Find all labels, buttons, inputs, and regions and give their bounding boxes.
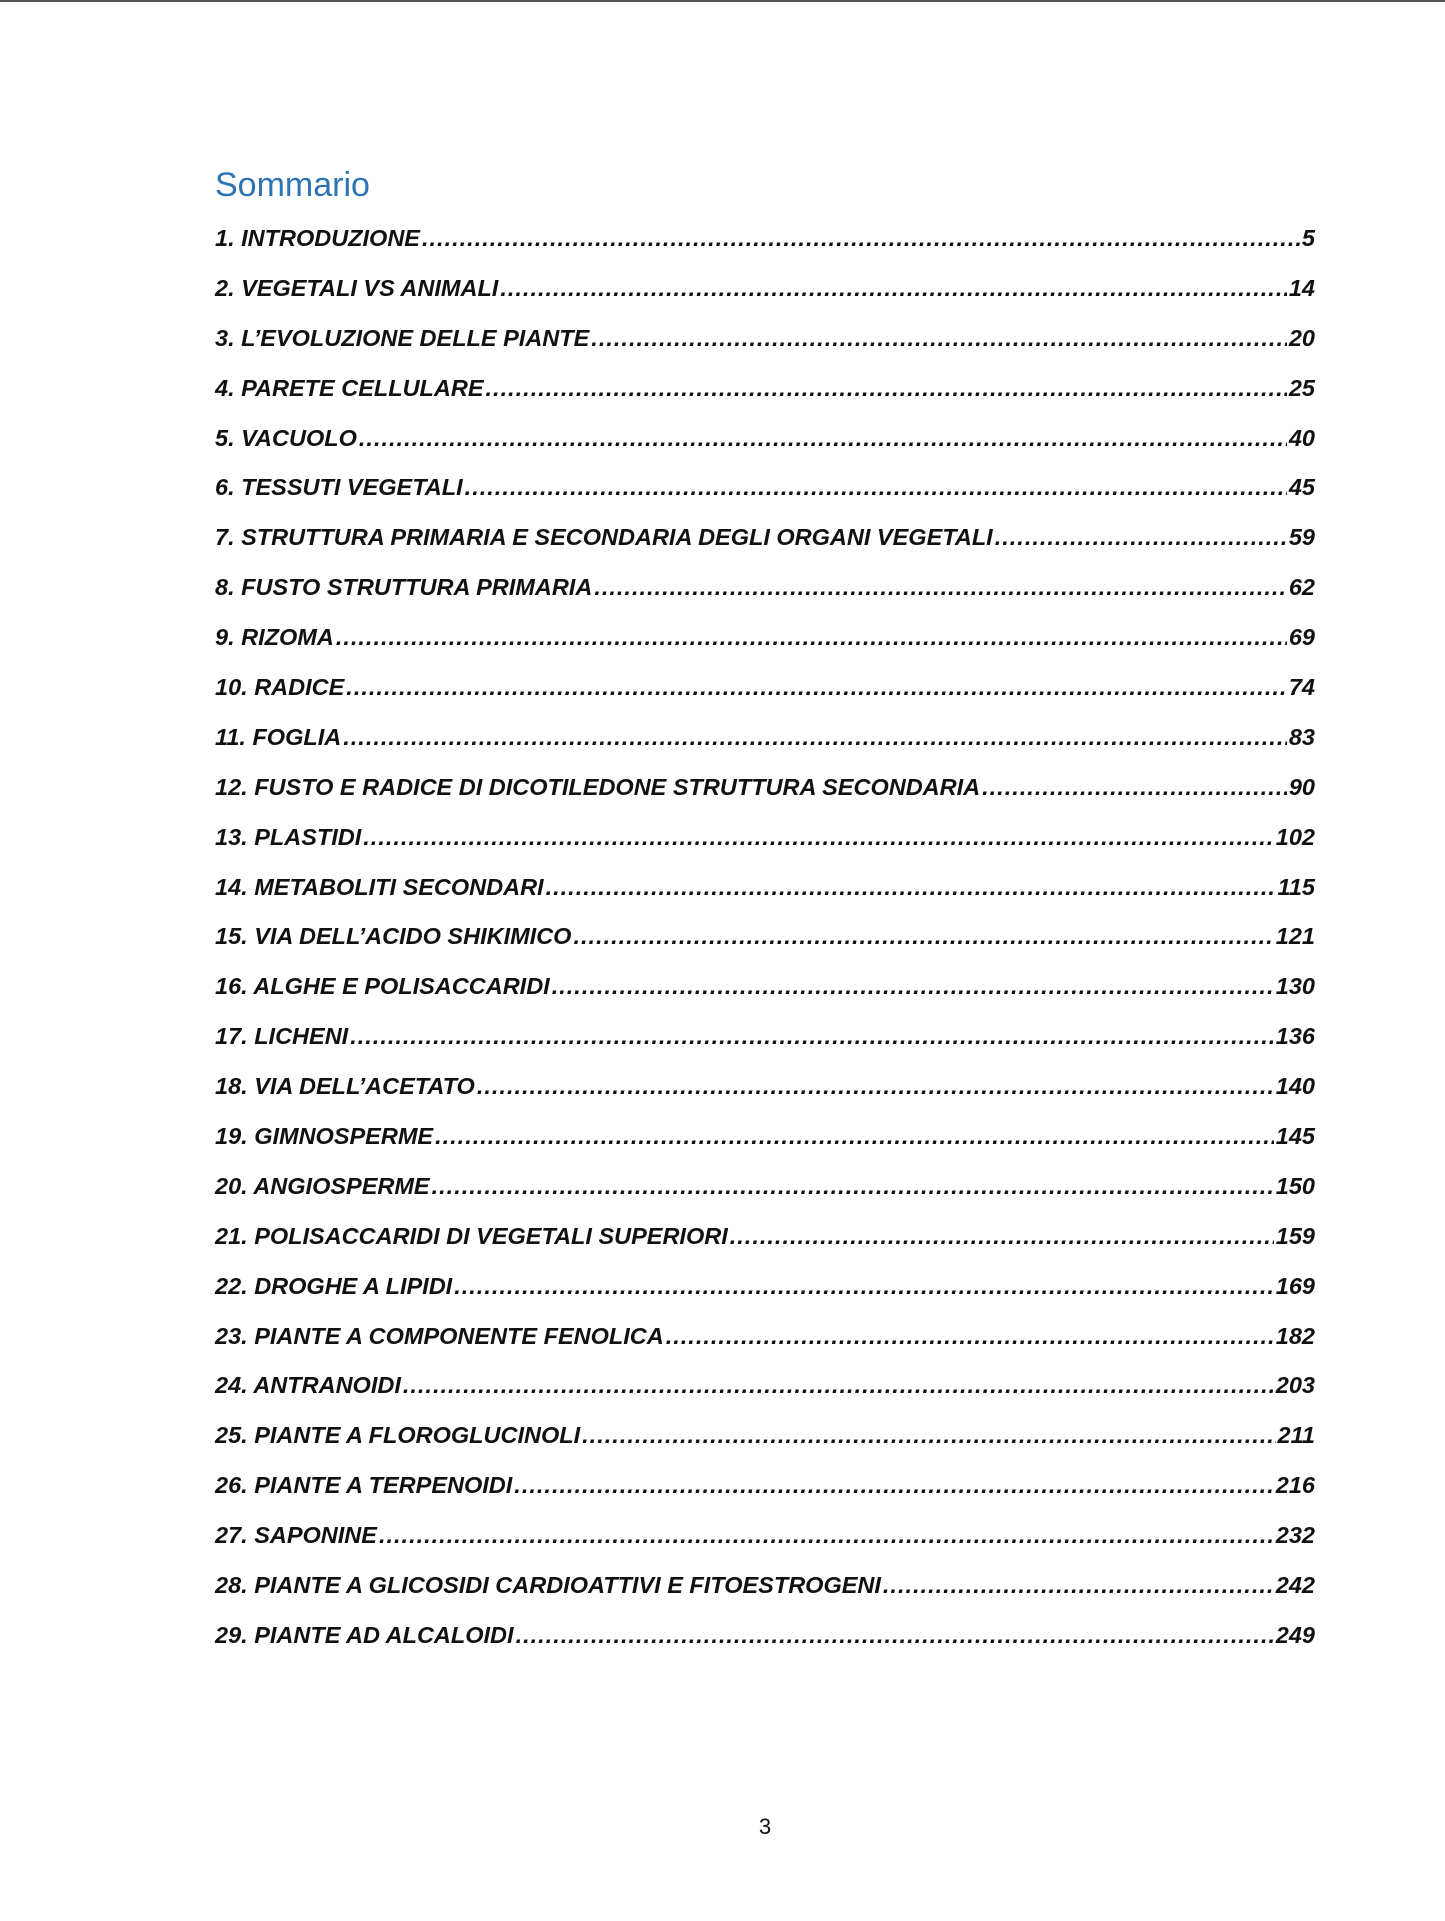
toc-entry-page: 159 bbox=[1275, 1222, 1315, 1249]
toc-entry[interactable] bbox=[215, 874, 1315, 924]
toc-entry-page: 203 bbox=[1275, 1372, 1315, 1399]
toc-entry-label: 11. FOGLIA bbox=[215, 723, 342, 750]
toc-entry-label: 15. VIA DELL’ACIDO SHIKIMICO bbox=[215, 923, 572, 950]
toc-entry-label: 27. SAPONINE bbox=[215, 1522, 377, 1549]
toc-dot-leader bbox=[514, 1472, 1273, 1499]
toc-entry-page: 145 bbox=[1275, 1123, 1315, 1150]
toc-entry-page: 45 bbox=[1288, 474, 1315, 501]
toc-entry-page: 169 bbox=[1275, 1272, 1315, 1299]
toc-entry-page: 136 bbox=[1275, 1023, 1315, 1050]
toc-entry[interactable] bbox=[215, 524, 1315, 574]
toc-entry-label: 7. STRUTTURA PRIMARIA E SECONDARIA DEGLI ORGANI VEGETALI bbox=[215, 524, 993, 551]
toc-dot-leader bbox=[591, 325, 1287, 352]
toc-entry-page: 90 bbox=[1288, 773, 1315, 800]
toc-entry-label: 16. ALGHE E POLISACCARIDI bbox=[215, 973, 550, 1000]
toc-entry-label: 6. TESSUTI VEGETALI bbox=[215, 474, 463, 501]
toc-entry[interactable] bbox=[215, 574, 1315, 624]
toc-entry-page: 102 bbox=[1275, 823, 1315, 850]
toc-entry[interactable] bbox=[215, 973, 1315, 1023]
toc-dot-leader bbox=[422, 225, 1300, 252]
toc-dot-leader bbox=[573, 923, 1273, 950]
toc-entry-page: 59 bbox=[1288, 524, 1315, 551]
toc-entry-page: 150 bbox=[1275, 1172, 1315, 1199]
toc-entry-page: 216 bbox=[1275, 1472, 1315, 1499]
toc-dot-leader bbox=[379, 1522, 1274, 1549]
toc-entry-label: 5. VACUOLO bbox=[215, 424, 357, 451]
toc-entry-page: 40 bbox=[1288, 424, 1315, 451]
toc-entry[interactable] bbox=[215, 474, 1315, 524]
toc-entry-label: 4. PARETE CELLULARE bbox=[215, 374, 484, 401]
toc-entry[interactable] bbox=[215, 325, 1315, 375]
toc-entry-label: 8. FUSTO STRUTTURA PRIMARIA bbox=[215, 574, 593, 601]
toc-entry-label: 3. L’EVOLUZIONE DELLE PIANTE bbox=[215, 324, 590, 351]
toc-entry-page: 20 bbox=[1288, 324, 1315, 351]
toc-entry-label: 26. PIANTE A TERPENOIDI bbox=[215, 1472, 513, 1499]
toc-dot-leader bbox=[594, 574, 1287, 601]
toc-entry[interactable] bbox=[215, 1123, 1315, 1173]
toc-dot-leader bbox=[435, 1123, 1274, 1150]
toc-entry[interactable] bbox=[215, 724, 1315, 774]
toc-entry-page: 115 bbox=[1277, 873, 1315, 900]
toc-entry-label: 23. PIANTE A COMPONENTE FENOLICA bbox=[215, 1322, 664, 1349]
toc-dot-leader bbox=[363, 824, 1274, 851]
toc-dot-leader bbox=[486, 375, 1287, 402]
toc-dot-leader bbox=[432, 1173, 1274, 1200]
toc-entry-page: 182 bbox=[1275, 1322, 1315, 1349]
toc-entry-label: 17. LICHENI bbox=[215, 1023, 349, 1050]
toc-dot-leader bbox=[883, 1572, 1274, 1599]
toc-dot-leader bbox=[730, 1223, 1274, 1250]
toc-entry-page: 25 bbox=[1288, 374, 1315, 401]
toc-entry-label: 12. FUSTO E RADICE DI DICOTILEDONE STRUTTURA SECONDARIA bbox=[215, 773, 981, 800]
toc-entry-page: 121 bbox=[1275, 923, 1315, 950]
toc-entry-label: 1. INTRODUZIONE bbox=[215, 225, 420, 251]
toc-dot-leader bbox=[582, 1422, 1275, 1449]
toc-entry-label: 9. RIZOMA bbox=[215, 624, 334, 651]
toc-entry-label: 14. METABOLITI SECONDARI bbox=[215, 873, 544, 900]
toc-entry[interactable] bbox=[215, 1522, 1315, 1572]
toc-entry[interactable] bbox=[215, 1323, 1315, 1373]
toc-entry[interactable] bbox=[215, 1422, 1315, 1472]
toc-entry[interactable] bbox=[215, 275, 1315, 325]
toc-entry[interactable] bbox=[215, 1073, 1315, 1123]
toc-entry[interactable] bbox=[215, 1372, 1315, 1422]
toc-entry[interactable] bbox=[215, 425, 1315, 475]
toc-entry[interactable] bbox=[215, 774, 1315, 824]
toc-dot-leader bbox=[343, 724, 1287, 751]
toc-entry-label: 19. GIMNOSPERME bbox=[215, 1123, 434, 1150]
toc-entry[interactable] bbox=[215, 624, 1315, 674]
toc-entry-label: 28. PIANTE A GLICOSIDI CARDIOATTIVI E FITOESTROGENI bbox=[215, 1572, 881, 1599]
toc-entry-label: 24. ANTRANOIDI bbox=[215, 1372, 401, 1399]
toc-entry[interactable] bbox=[215, 1223, 1315, 1273]
toc-entry-page: 69 bbox=[1288, 624, 1315, 651]
toc-entry-label: 22. DROGHE A LIPIDI bbox=[215, 1272, 453, 1299]
toc-entry-page: 83 bbox=[1288, 723, 1315, 750]
toc-entry-label: 20. ANGIOSPERME bbox=[215, 1172, 430, 1199]
toc-entry-label: 25. PIANTE A FLOROGLUCINOLI bbox=[215, 1422, 581, 1449]
toc-dot-leader bbox=[403, 1372, 1274, 1399]
toc-entry[interactable] bbox=[215, 1472, 1315, 1522]
toc-entry[interactable] bbox=[215, 824, 1315, 874]
toc-dot-leader bbox=[359, 425, 1287, 452]
toc-dot-leader bbox=[465, 474, 1287, 501]
toc-entry-label: 10. RADICE bbox=[215, 674, 345, 701]
toc-entry-page: 62 bbox=[1288, 574, 1315, 601]
toc-entry-page: 130 bbox=[1275, 973, 1315, 1000]
toc-entry-page: 140 bbox=[1275, 1073, 1315, 1100]
toc-dot-leader bbox=[336, 624, 1287, 651]
toc-entry-label: 29. PIANTE AD ALCALOIDI bbox=[215, 1621, 514, 1648]
toc-entry[interactable] bbox=[215, 1273, 1315, 1323]
toc-entry-page: 74 bbox=[1288, 674, 1315, 701]
toc-entry-label: 2. VEGETALI VS ANIMALI bbox=[215, 274, 499, 301]
toc-entry[interactable] bbox=[215, 225, 1315, 275]
toc-entry[interactable] bbox=[215, 674, 1315, 724]
toc-entry-page: 242 bbox=[1275, 1572, 1315, 1599]
toc-entry-page: 14 bbox=[1288, 274, 1315, 301]
toc-entry-label: 13. PLASTIDI bbox=[215, 823, 362, 850]
page-top-border bbox=[0, 0, 1445, 2]
table-of-contents bbox=[215, 225, 1315, 1672]
toc-dot-leader bbox=[350, 1023, 1274, 1050]
toc-entry[interactable] bbox=[215, 375, 1315, 425]
toc-entry[interactable] bbox=[215, 1173, 1315, 1223]
toc-dot-leader bbox=[552, 973, 1274, 1000]
toc-entry[interactable] bbox=[215, 1572, 1315, 1622]
toc-entry-page: 232 bbox=[1275, 1522, 1315, 1549]
toc-dot-leader bbox=[982, 774, 1287, 801]
toc-entry-page: 249 bbox=[1275, 1621, 1315, 1648]
page-number: 3 bbox=[758, 1814, 772, 1839]
toc-dot-leader bbox=[477, 1073, 1274, 1100]
toc-dot-leader bbox=[346, 674, 1287, 701]
toc-entry[interactable] bbox=[215, 923, 1315, 973]
toc-dot-leader bbox=[516, 1622, 1274, 1649]
toc-title: Sommario bbox=[215, 166, 370, 204]
toc-entry-label: 21. POLISACCARIDI DI VEGETALI SUPERIORI bbox=[215, 1222, 728, 1249]
toc-dot-leader bbox=[500, 275, 1287, 302]
toc-dot-leader bbox=[454, 1273, 1274, 1300]
toc-entry[interactable] bbox=[215, 1023, 1315, 1073]
toc-entry-page: 211 bbox=[1277, 1422, 1315, 1449]
toc-dot-leader bbox=[666, 1323, 1274, 1350]
toc-dot-leader bbox=[546, 874, 1276, 901]
toc-dot-leader bbox=[995, 524, 1287, 551]
toc-entry-label: 18. VIA DELL’ACETATO bbox=[215, 1073, 475, 1100]
toc-entry[interactable] bbox=[215, 1622, 1315, 1672]
toc-entry-page: 5 bbox=[1301, 225, 1315, 251]
